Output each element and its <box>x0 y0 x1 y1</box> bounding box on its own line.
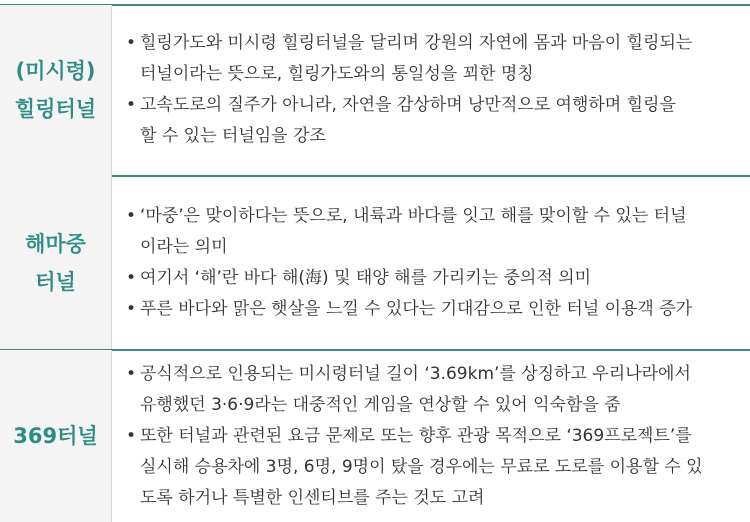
table-row-healing-tunnel <box>0 5 750 175</box>
bullet-text: 공식적으로 인용되는 미시령터널 길이 ‘3.69km’를 상징하고 우리나라에서 유행했던 3·6·9라는 대중적인 게임을 연상할 수 있어 익숙함을 줌 <box>140 363 691 415</box>
bullet-dot-icon: • <box>125 205 137 226</box>
bullet-item <box>122 90 742 152</box>
row-label-line: 힐링터널 <box>14 97 97 121</box>
row-label <box>0 175 112 350</box>
row-content <box>112 5 750 175</box>
table-row-haemajung-tunnel <box>0 175 750 350</box>
bullet-text: ‘마중’은 맞이하다는 뜻으로, 내륙과 바다를 잇고 해를 맞이할 수 있는 터널 이라는 의미 <box>140 205 687 257</box>
bullet-text: 또한 터널과 관련된 요금 문제로 또는 향후 관광 목적으로 ‘369프로젝트’를 실시해 승용차에 3명, 6명, 9명이 탔을 경우에는 무료로 도로를 이용할 수 있 도록 하거나 특별한 인센티브를 주는 것도 고려 <box>140 425 703 508</box>
bullet-text: 힐링가도와 미시령 힐링터널을 달리며 강원의 자연에 몸과 마음이 힐링되는 터널이라는 뜻으로, 힐링가도와의 통일성을 꾀한 명칭 <box>140 33 693 84</box>
bullet-dot-icon: • <box>125 33 137 53</box>
bullet-text: 고속도로의 질주가 아니라, 자연을 감상하며 낭만적으로 여행하며 힐링을 할 수 있는 터널임을 강조 <box>140 95 676 146</box>
row-label <box>0 350 112 522</box>
table-row-369-tunnel <box>0 350 750 522</box>
row-label-line: 369터널 <box>13 424 98 448</box>
bullet-item <box>122 263 742 294</box>
bullet-dot-icon: • <box>125 267 137 288</box>
row-label-line: (미시령) <box>15 59 96 83</box>
row-label <box>0 5 112 175</box>
bullet-item <box>122 28 742 90</box>
bullet-dot-icon: • <box>125 363 137 384</box>
row-content <box>112 350 750 522</box>
bullet-item <box>122 201 742 263</box>
bullet-text: 푸른 바다와 맑은 햇살을 느낄 수 있다는 기대감으로 인한 터널 이용객 증가 <box>140 298 693 319</box>
row-content <box>112 175 750 350</box>
bullet-item <box>122 421 742 514</box>
bullet-dot-icon: • <box>125 425 137 446</box>
bullet-item <box>122 359 742 421</box>
bullet-dot-icon: • <box>125 298 137 319</box>
bullet-text: 여기서 ‘해’란 바다 해(海) 및 태양 해를 가리키는 중의적 의미 <box>140 267 591 288</box>
row-label-line: 해마중 <box>25 231 86 256</box>
bullet-item <box>122 294 742 325</box>
row-label-line: 터널 <box>35 269 76 294</box>
bullet-dot-icon: • <box>125 95 137 115</box>
